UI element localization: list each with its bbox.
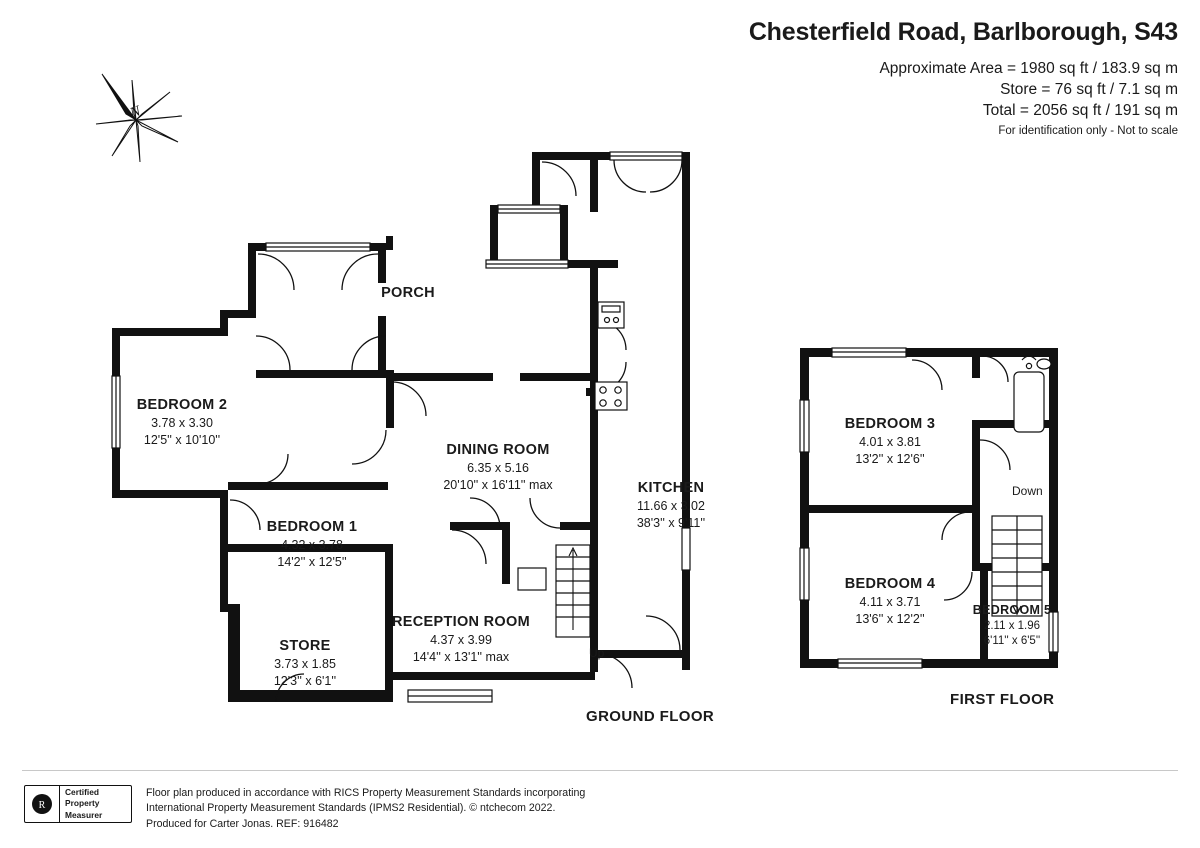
- identification-note: For identification only - Not to scale: [998, 125, 1178, 137]
- footer-disclaimer: [146, 786, 585, 832]
- first-floor-stair-direction: Down: [1012, 484, 1043, 498]
- total-area-text: Total = 2056 sq ft / 191 sq m: [982, 102, 1178, 119]
- room-label-bedroom-2: BEDROOM 2 3.78 x 3.30 12'5'' x 10'10'': [136, 397, 228, 447]
- rics-certified-badge: [24, 785, 132, 823]
- svg-text:R: R: [38, 800, 46, 811]
- room-label-store: STORE 3.73 x 1.85 12'3'' x 6'1'': [273, 638, 337, 688]
- svg-text:N: N: [127, 103, 143, 122]
- approximate-area-text: Approximate Area = 1980 sq ft / 183.9 sq m: [879, 60, 1178, 77]
- badge-line-3: Measurer: [65, 809, 103, 820]
- badge-line-2: Property: [65, 798, 100, 809]
- footer-divider: [22, 770, 1178, 771]
- footer-line-2: International Property Measurement Standards (IPMS2 Residential). © ntchecom 2022.: [146, 802, 556, 815]
- ground-floor-stair-direction: Up: [589, 646, 605, 660]
- room-label-bedroom-5: BEDROOM 5 2.11 x 1.96 6'11'' x 6'5'': [972, 603, 1052, 647]
- footer-line-1: Floor plan produced in accordance with RICS Property Measurement Standards incorporating: [146, 787, 586, 799]
- rics-logo-icon: [25, 786, 60, 822]
- room-label-bedroom-1: BEDROOM 1 4.32 x 3.78 14'2'' x 12'5'': [266, 519, 358, 569]
- rics-badge-text: [60, 787, 102, 820]
- room-label-dining-room: DINING ROOM 6.35 x 5.16 20'10'' x 16'11'' max: [443, 442, 553, 492]
- room-label-bedroom-4: BEDROOM 4 4.11 x 3.71 13'6'' x 12'2'': [844, 576, 936, 626]
- footer-line-3: Produced for Carter Jonas. REF: 916482: [146, 817, 339, 830]
- room-label-bedroom-3: BEDROOM 3 4.01 x 3.81 13'2'' x 12'6'': [844, 416, 936, 466]
- room-label-porch: PORCH: [381, 285, 435, 301]
- ground-floor-caption: GROUND FLOOR: [586, 708, 715, 725]
- badge-line-1: Certified: [65, 787, 99, 798]
- first-floor-caption: FIRST FLOOR: [950, 691, 1055, 708]
- room-label-kitchen: KITCHEN 11.66 x 3.02 38'3'' x 9'11'': [636, 480, 706, 530]
- room-label-reception-room: RECEPTION ROOM 4.37 x 3.99 14'4'' x 13'1'' max: [392, 614, 530, 664]
- page-title: Chesterfield Road, Barlborough, S43: [748, 18, 1178, 46]
- store-area-text: Store = 76 sq ft / 7.1 sq m: [1000, 81, 1178, 98]
